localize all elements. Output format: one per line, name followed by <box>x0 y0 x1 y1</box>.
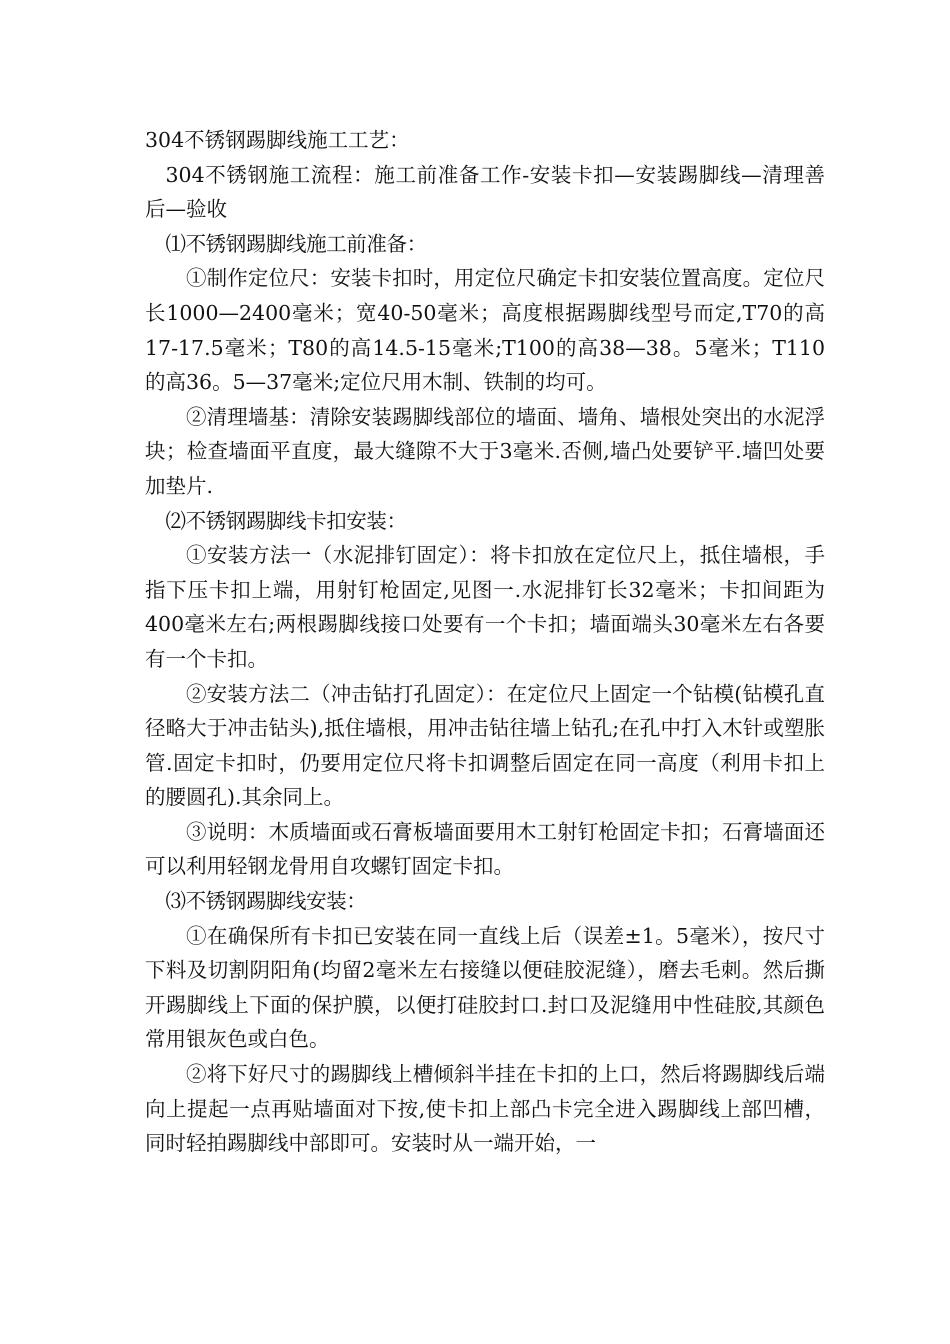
document-body <box>145 123 825 1161</box>
section-heading-clip-installation: ⑵不锈钢踢脚线卡扣安装： <box>165 508 407 533</box>
construction-flow: 304不锈钢施工流程：施工前准备工作-安装卡扣—安装踢脚线—清理善后—验收 <box>145 162 825 222</box>
document-title: 304不锈钢踢脚线施工工艺： <box>145 128 410 152</box>
section-heading-preparation: ⑴不锈钢踢脚线施工前准备： <box>165 231 427 256</box>
section-heading-skirting-installation: ⑶不锈钢踢脚线安装： <box>165 889 367 914</box>
paragraph-method-two: ②安装方法二（冲击钻打孔固定）：在定位尺上固定一个钻模(钻模孔直径略大于冲击钻头),抵住墙根，用冲击钻往墙上钻孔;在孔中打入木针或塑胀管.固定卡扣时，仍要用定位尺将卡扣调整后固定在同一高度（利用卡扣上的腰圆孔).其余同上。 <box>145 681 825 810</box>
paragraph-clean-wall-base: ②清理墙基：清除安装踢脚线部位的墙面、墙角、墙根处突出的水泥浮块；检查墙面平直度，最大缝隙不大于3毫米.否侧,墙凸处要铲平.墙凹处要加垫片. <box>145 404 825 498</box>
paragraph-positioning-ruler: ①制作定位尺：安装卡扣时，用定位尺确定卡扣安装位置高度。定位尺长1000—2400毫米；宽40-50毫米；高度根据踢脚线型号而定,T70的高17-17.5毫米；T80的高14.5-15毫米;T100的高38—38。5毫米；T110的高36。5—37毫米;定位尺用木制、铁制的均可。 <box>145 266 825 395</box>
paragraph-mounting: ②将下好尺寸的踢脚线上槽倾斜半挂在卡扣的上口，然后将踢脚线后端向上提起一点再贴墙面对下按,使卡扣上部凸卡完全进入踢脚线上部凹槽，同时轻拍踢脚线中部即可。安装时从一端开始，一 <box>145 1062 825 1156</box>
paragraph-method-one: ①安装方法一（水泥排钉固定）：将卡扣放在定位尺上，抵住墙根，手指下压卡扣上端，用射钉枪固定,见图一.水泥排钉长32毫米；卡扣间距为400毫米左右;两根踢脚线接口处要有一个卡扣；墙面端头30毫米左右各要有一个卡扣。 <box>145 543 825 671</box>
paragraph-note: ③说明：木质墙面或石膏板墙面要用木工射钉枪固定卡扣；石膏墙面还可以利用轻钢龙骨用自攻螺钉固定卡扣。 <box>145 819 825 879</box>
paragraph-cutting: ①在确保所有卡扣已安装在同一直线上后（误差±1。5毫米），按尺寸下料及切割阴阳角(均留2毫米左右接缝以便硅胶泥缝），磨去毛刺。然后撕开踢脚线上下面的保护膜，以便打硅胶封口.封口及泥缝用中性硅胶,其颜色常用银灰色或白色。 <box>145 923 825 1052</box>
